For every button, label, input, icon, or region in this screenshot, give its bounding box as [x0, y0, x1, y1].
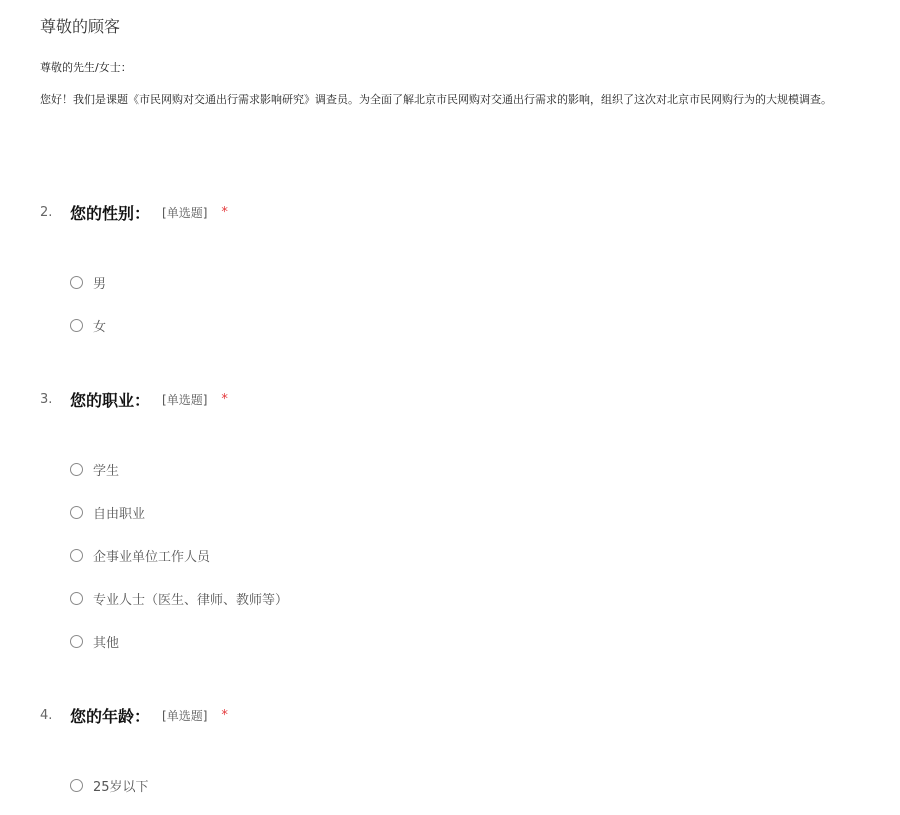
- option-label: 自由职业: [93, 507, 146, 522]
- option-label: 25岁以下: [93, 780, 149, 795]
- greeting-text: 尊敬的先生/女士：: [40, 61, 132, 74]
- question-number: 2.: [40, 204, 53, 220]
- option-label: 女: [93, 320, 107, 335]
- option-male[interactable]: [70, 269, 880, 296]
- option-freelance[interactable]: [70, 499, 880, 526]
- option-label: 其他: [93, 636, 120, 651]
- question-number: 3.: [40, 391, 53, 407]
- radio-button[interactable]: [70, 276, 83, 289]
- option-list: [40, 772, 880, 799]
- intro-text: 您好！我们是课题《市民网购对交通出行需求影响研究》调查员。为全面了解北京市民网购对交通出行需求的影响，组织了这次对北京市民网购行为的大规模调查。: [40, 93, 832, 106]
- option-list: [40, 456, 880, 655]
- option-list: [40, 269, 880, 339]
- radio-button[interactable]: [70, 549, 83, 562]
- question-type-label: [单选题]: [162, 392, 208, 407]
- question-age: [40, 703, 880, 815]
- option-female[interactable]: [70, 312, 880, 339]
- option-student[interactable]: [70, 456, 880, 483]
- option-label: 专业人士（医生、律师、教师等）: [93, 593, 289, 608]
- radio-button[interactable]: [70, 319, 83, 332]
- radio-button[interactable]: [70, 463, 83, 476]
- option-employee[interactable]: [70, 542, 880, 569]
- question-number: 4.: [40, 707, 53, 723]
- radio-button[interactable]: [70, 779, 83, 792]
- required-marker: *: [221, 707, 228, 723]
- question-header: [40, 703, 880, 727]
- question-title: 您的性别：: [70, 203, 151, 223]
- question-header: [40, 200, 880, 224]
- question-type-label: [单选题]: [162, 205, 208, 220]
- radio-button[interactable]: [70, 592, 83, 605]
- question-title: 您的职业：: [70, 390, 151, 410]
- required-marker: *: [221, 391, 228, 407]
- radio-button[interactable]: [70, 635, 83, 648]
- option-under-25[interactable]: [70, 772, 880, 799]
- question-header: [40, 387, 880, 411]
- question-title: 您的年龄：: [70, 706, 151, 726]
- option-label: 学生: [93, 464, 120, 479]
- survey-title: 尊敬的顾客: [40, 17, 121, 36]
- radio-button[interactable]: [70, 506, 83, 519]
- question-occupation: [40, 387, 880, 671]
- option-label: 男: [93, 277, 107, 292]
- option-other[interactable]: [70, 628, 880, 655]
- question-type-label: [单选题]: [162, 708, 208, 723]
- required-marker: *: [221, 204, 228, 220]
- option-professional[interactable]: [70, 585, 880, 612]
- question-gender: [40, 200, 880, 355]
- option-label: 企事业单位工作人员: [93, 550, 211, 565]
